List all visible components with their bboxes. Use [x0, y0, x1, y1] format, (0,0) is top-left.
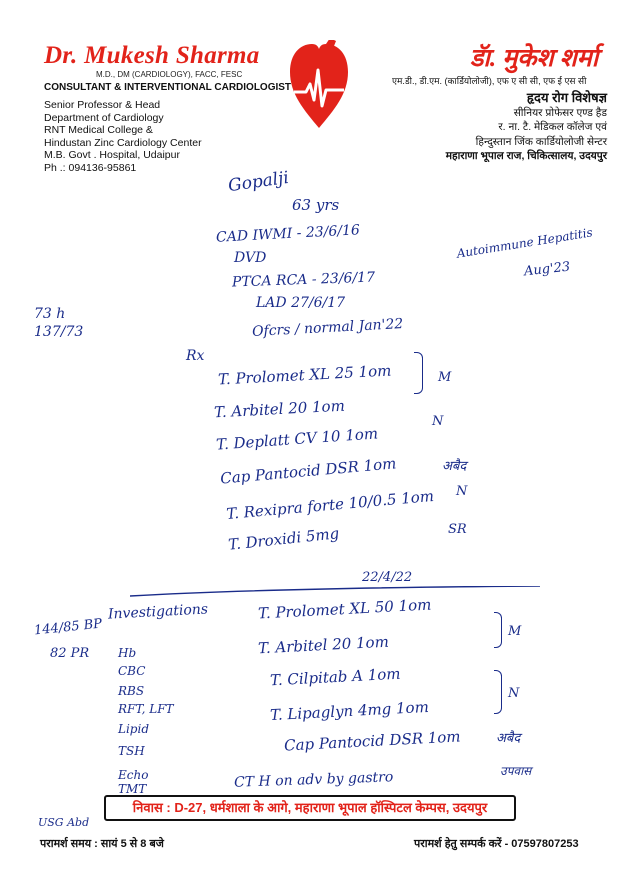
doctor-degrees: M.D., DM (CARDIOLOGY), FACC, FESC	[96, 70, 243, 79]
visit-date: 22/4/22	[362, 570, 413, 585]
history-line: Ofcrs / normal Jan'22	[251, 316, 404, 340]
affiliation-line-hindi: सीनियर प्रोफेसर एण्ड हैड	[513, 106, 607, 119]
patient-name: Gopalji	[226, 167, 291, 197]
prescription-item: T. Droxidi 5mg	[227, 524, 340, 554]
heart-ecg-logo-icon	[288, 40, 350, 137]
dose-timing: उपवास	[500, 764, 532, 778]
dose-bracket	[494, 612, 502, 648]
affiliation-line-hindi: र. ना. टै. मेडिकल कॉलेज एवं	[498, 121, 607, 133]
patient-age: 63 yrs	[292, 196, 340, 214]
prescription-item: T. Lipaglyn 4mg 1om	[269, 697, 430, 725]
dose-bracket	[414, 352, 423, 394]
affiliation-line: Senior Professor & Head	[44, 99, 161, 111]
contact-number: परामर्श हेतु सम्पर्क करें - 07597807253	[414, 838, 579, 850]
vitals-bp: 144/85 BP	[33, 616, 103, 639]
dose-timing: SR	[448, 522, 467, 537]
vitals-bp: 137/73	[34, 324, 84, 340]
investigation-item: RFT, LFT	[118, 702, 174, 716]
vitals-pulse: 82 PR	[50, 646, 90, 661]
prescription-item: Cap Pantocid DSR 1om	[219, 454, 398, 488]
consultation-time: परामर्श समय : सायं 5 से 8 बजे	[40, 838, 164, 850]
dose-timing: M	[508, 624, 522, 639]
affiliation-line: M.B. Govt . Hospital, Udaipur	[44, 149, 180, 162]
prescription-item: T. Deplatt CV 10 1om	[215, 424, 379, 454]
dose-timing: N	[432, 414, 444, 429]
prescription-item: T. Prolomet XL 50 1om	[257, 595, 432, 623]
doctor-name: Dr. Mukesh Sharma	[44, 42, 260, 69]
history-line: PTCA RCA - 23/6/17	[231, 269, 376, 291]
dose-timing: M	[438, 370, 452, 385]
investigation-item: TMT	[118, 782, 147, 796]
prescription-item: T. Prolomet XL 25 1om	[217, 361, 392, 389]
doctor-name-hindi: डॅा. मुकेश शर्मा	[470, 45, 599, 72]
dose-timing: अबैद	[496, 731, 521, 746]
prescription-item: Cap Pantocid DSR 1om	[283, 727, 461, 755]
doctor-degrees-hindi: एम.डी., डी.एम. (कार्डियोलोजी), एफ ए सी सी, एफ ई एस सी	[392, 76, 587, 86]
affiliation-line-hindi: महाराणा भूपाल राज, चिकित्सालय, उदयपुर	[445, 150, 607, 162]
investigation-item: RBS	[118, 684, 145, 698]
affiliation-block-hindi	[446, 91, 607, 164]
dose-bracket	[494, 670, 502, 714]
investigation-item: Hb	[118, 646, 137, 660]
advice-label: Investigations	[107, 601, 209, 623]
history-line: DVD	[234, 250, 267, 266]
investigation-item: Lipid	[118, 722, 150, 736]
history-line: CAD IWMI - 23/6/16	[215, 222, 361, 246]
affiliation-line: RNT Medical College &	[44, 124, 153, 137]
affiliation-line: Ph .: 094136-95861	[44, 161, 137, 174]
history-line: LAD 27/6/17	[256, 295, 346, 311]
investigation-item: Echo	[118, 768, 149, 782]
address-box: निवास : D-27, धर्मशाला के आगे, महाराणा भूपाल हॉस्पिटल केम्पस, उदयपुर	[104, 795, 516, 821]
specialty-hindi: हृदय रोग विशेषज्ञ	[526, 90, 607, 105]
prescription-item: T. Rexipra forte 10/0.5 1om	[225, 486, 435, 524]
followup-note: CT H on adv by gastro	[233, 769, 394, 791]
investigation-item: TSH	[118, 744, 145, 758]
affiliation-line: Department of Cardiology	[44, 111, 164, 124]
affiliation-line-hindi: हिन्दुस्तान जिंक कार्डियोलोजी सेन्टर	[475, 135, 607, 148]
rx-symbol: Rx	[186, 348, 205, 364]
dose-timing: N	[456, 484, 468, 499]
affiliation-block	[44, 99, 202, 175]
doctor-specialty: CONSULTANT & INTERVENTIONAL CARDIOLOGIST	[44, 82, 292, 93]
affiliation-line: Hindustan Zinc Cardiology Center	[44, 136, 202, 149]
investigation-item: CBC	[118, 664, 146, 678]
prescription-item: T. Arbitel 20 1om	[257, 632, 390, 658]
dose-timing: N	[508, 686, 520, 701]
vitals-pulse: 73 h	[34, 306, 66, 322]
side-note: Aug'23	[523, 259, 571, 280]
divider-line	[130, 586, 540, 600]
prescription-item: T. Arbitel 20 1om	[213, 396, 346, 422]
usg-note: USG Abd	[38, 816, 90, 829]
side-note: Autoimmune Hepatitis	[455, 225, 594, 261]
dose-timing: अबैद	[442, 459, 467, 474]
prescription-item: T. Cilpitab A 1om	[269, 664, 401, 690]
